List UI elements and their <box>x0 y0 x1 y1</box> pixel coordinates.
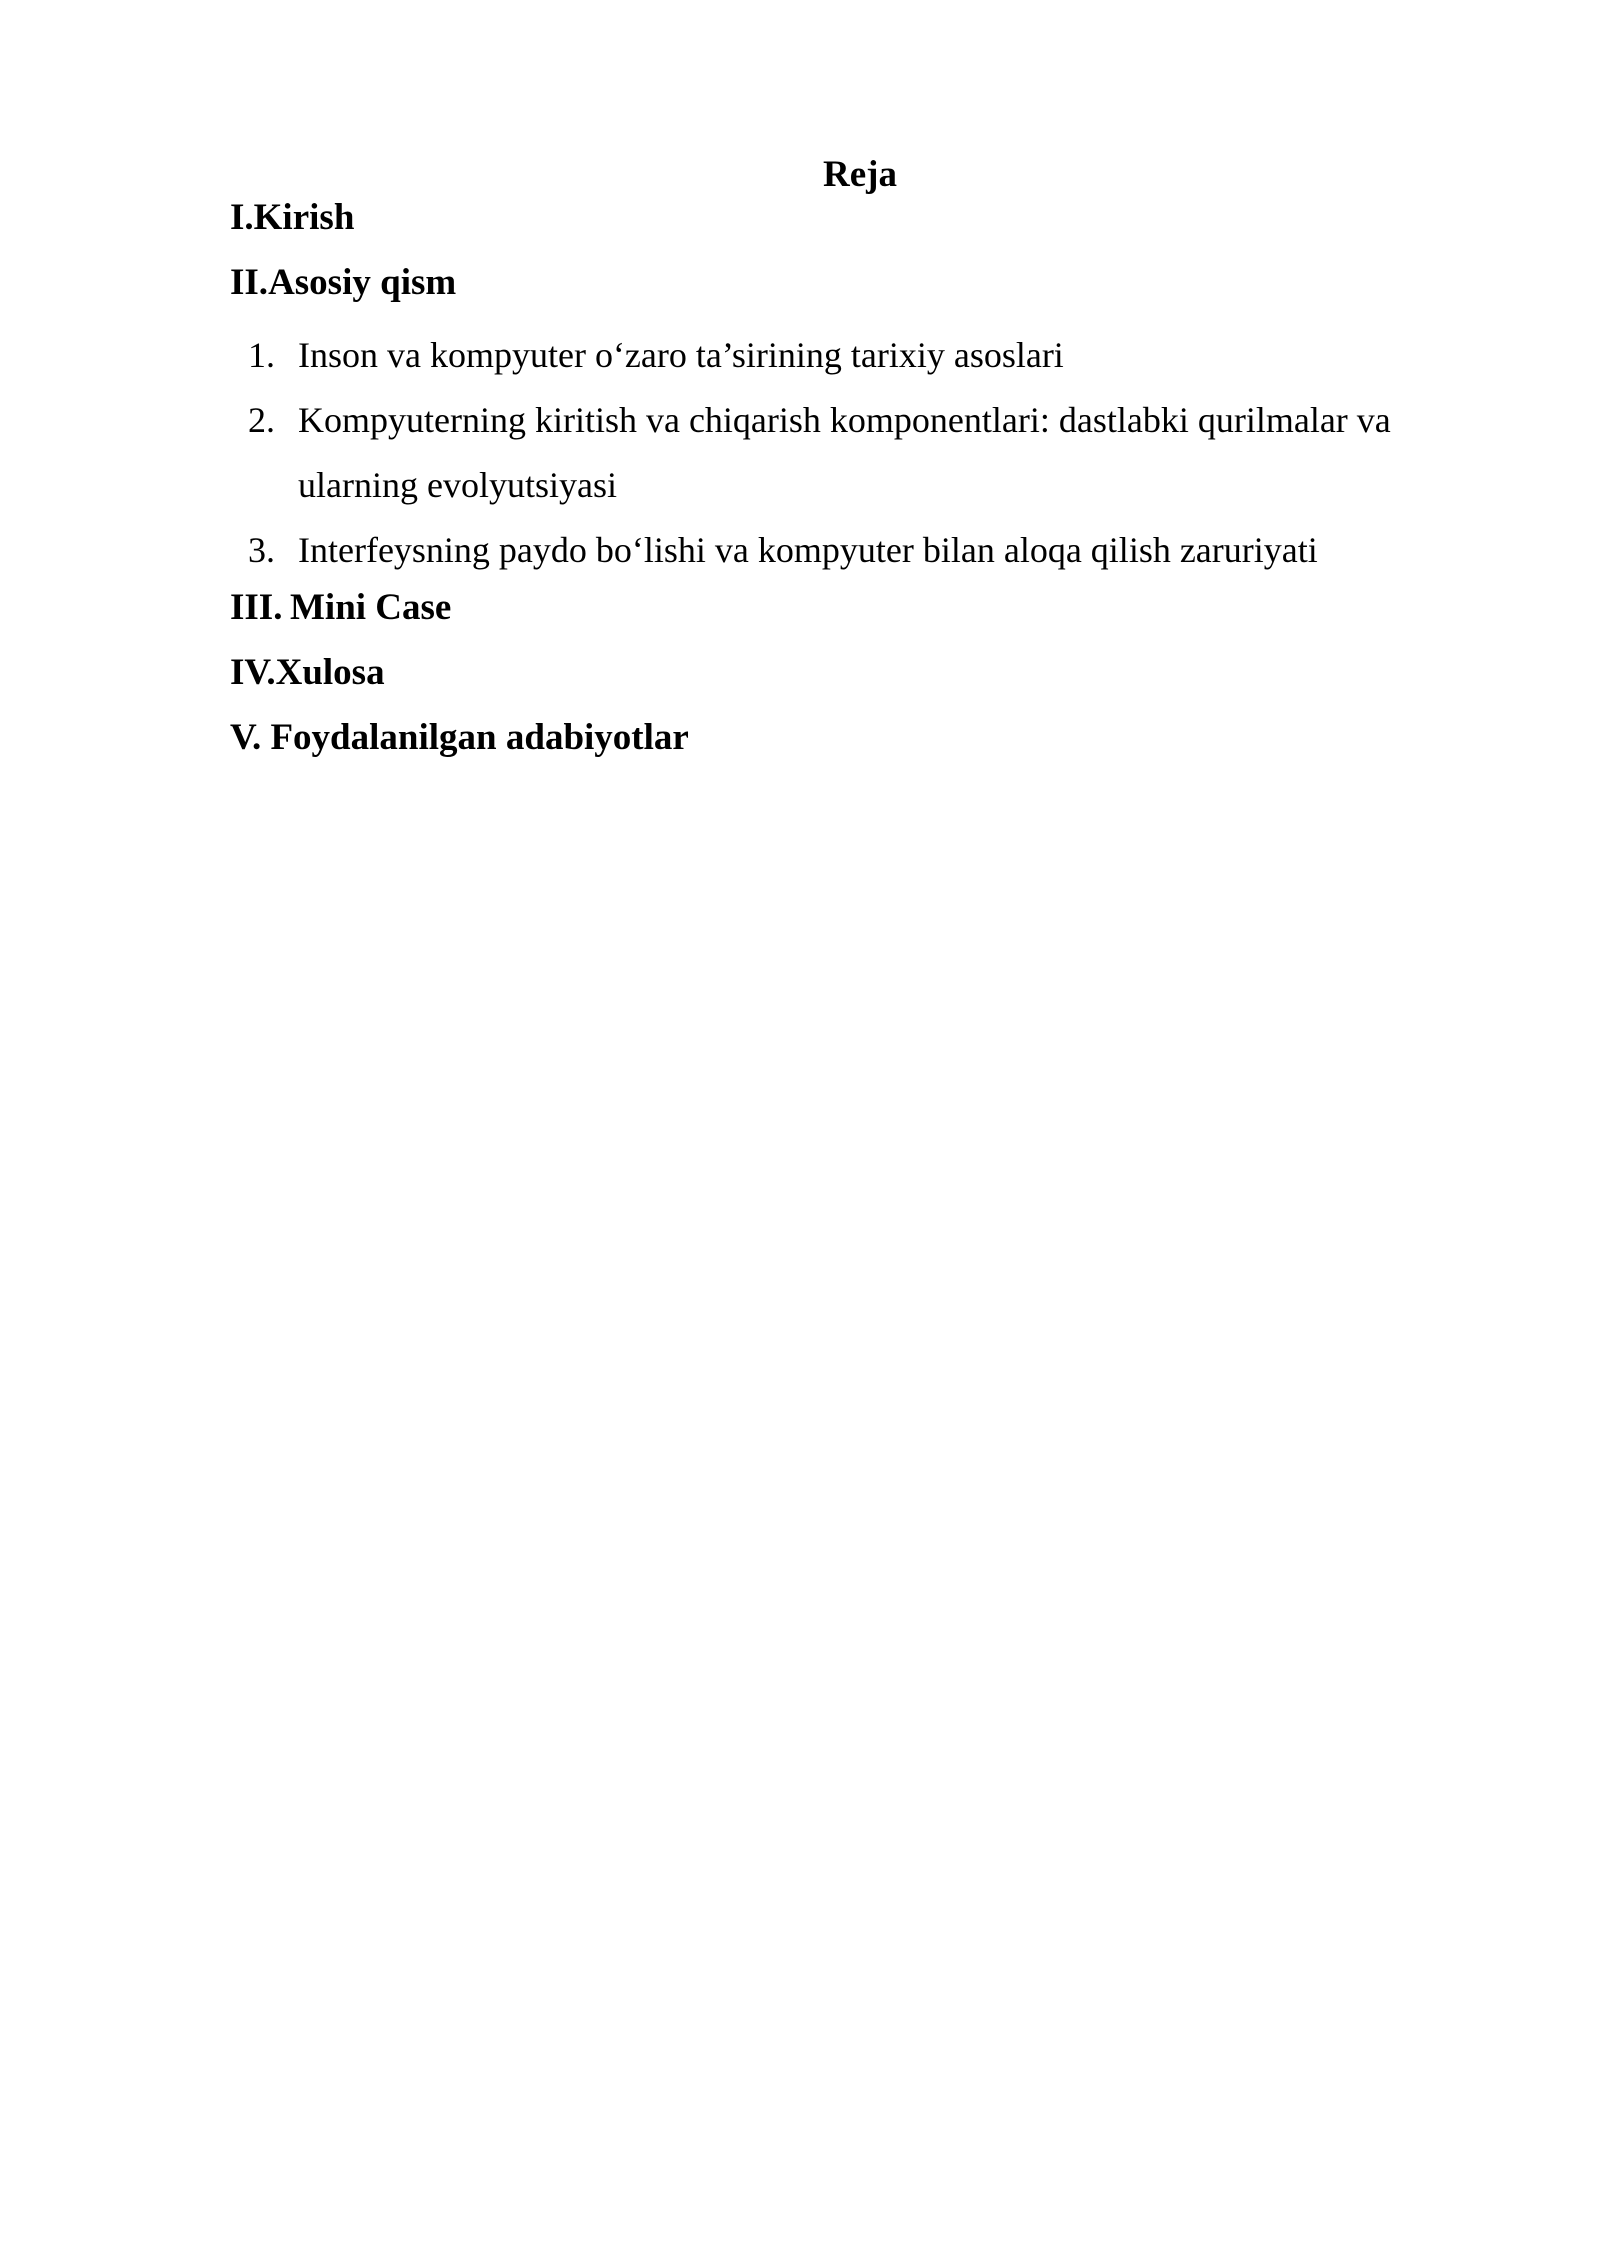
section-number: IV. <box>230 652 276 693</box>
section-number: II. <box>230 262 269 303</box>
section-number: I. <box>230 197 254 238</box>
section-label: Kirish <box>253 197 355 238</box>
list-marker: 1. <box>248 335 275 375</box>
list-item <box>230 518 1450 583</box>
section-asosiy-qism <box>230 258 1450 323</box>
section-number: V. <box>230 717 262 758</box>
list-marker: 2. <box>248 400 275 440</box>
list-item-text: Kompyuterning kiritish va chiqarish komponentlari: dastlabki qurilmalar va ularning evolyutsiyasi <box>298 400 1391 505</box>
subsection-list <box>230 323 1450 583</box>
list-item-text: Interfeysning paydo bo‘lishi va kompyuter bilan aloqa qilish zaruriyati <box>298 530 1318 570</box>
document-title: Reja <box>823 154 897 195</box>
outline <box>230 193 1450 778</box>
section-xulosa <box>230 648 1450 713</box>
section-label: Mini Case <box>290 587 452 628</box>
list-item <box>230 323 1450 388</box>
list-marker: 3. <box>248 530 275 570</box>
list-item-text: Inson va kompyuter o‘zaro ta’sirining tarixiy asoslari <box>298 335 1064 375</box>
section-foydalanilgan-adabiyotlar <box>230 713 1450 778</box>
section-label: Foydalanilgan adabiyotlar <box>270 717 689 758</box>
section-number: III. <box>230 587 283 628</box>
section-label: Asosiy qism <box>268 262 457 303</box>
section-mini-case <box>230 583 1450 648</box>
section-kirish <box>230 193 1450 258</box>
section-label: Xulosa <box>275 652 385 693</box>
list-item <box>230 388 1450 518</box>
